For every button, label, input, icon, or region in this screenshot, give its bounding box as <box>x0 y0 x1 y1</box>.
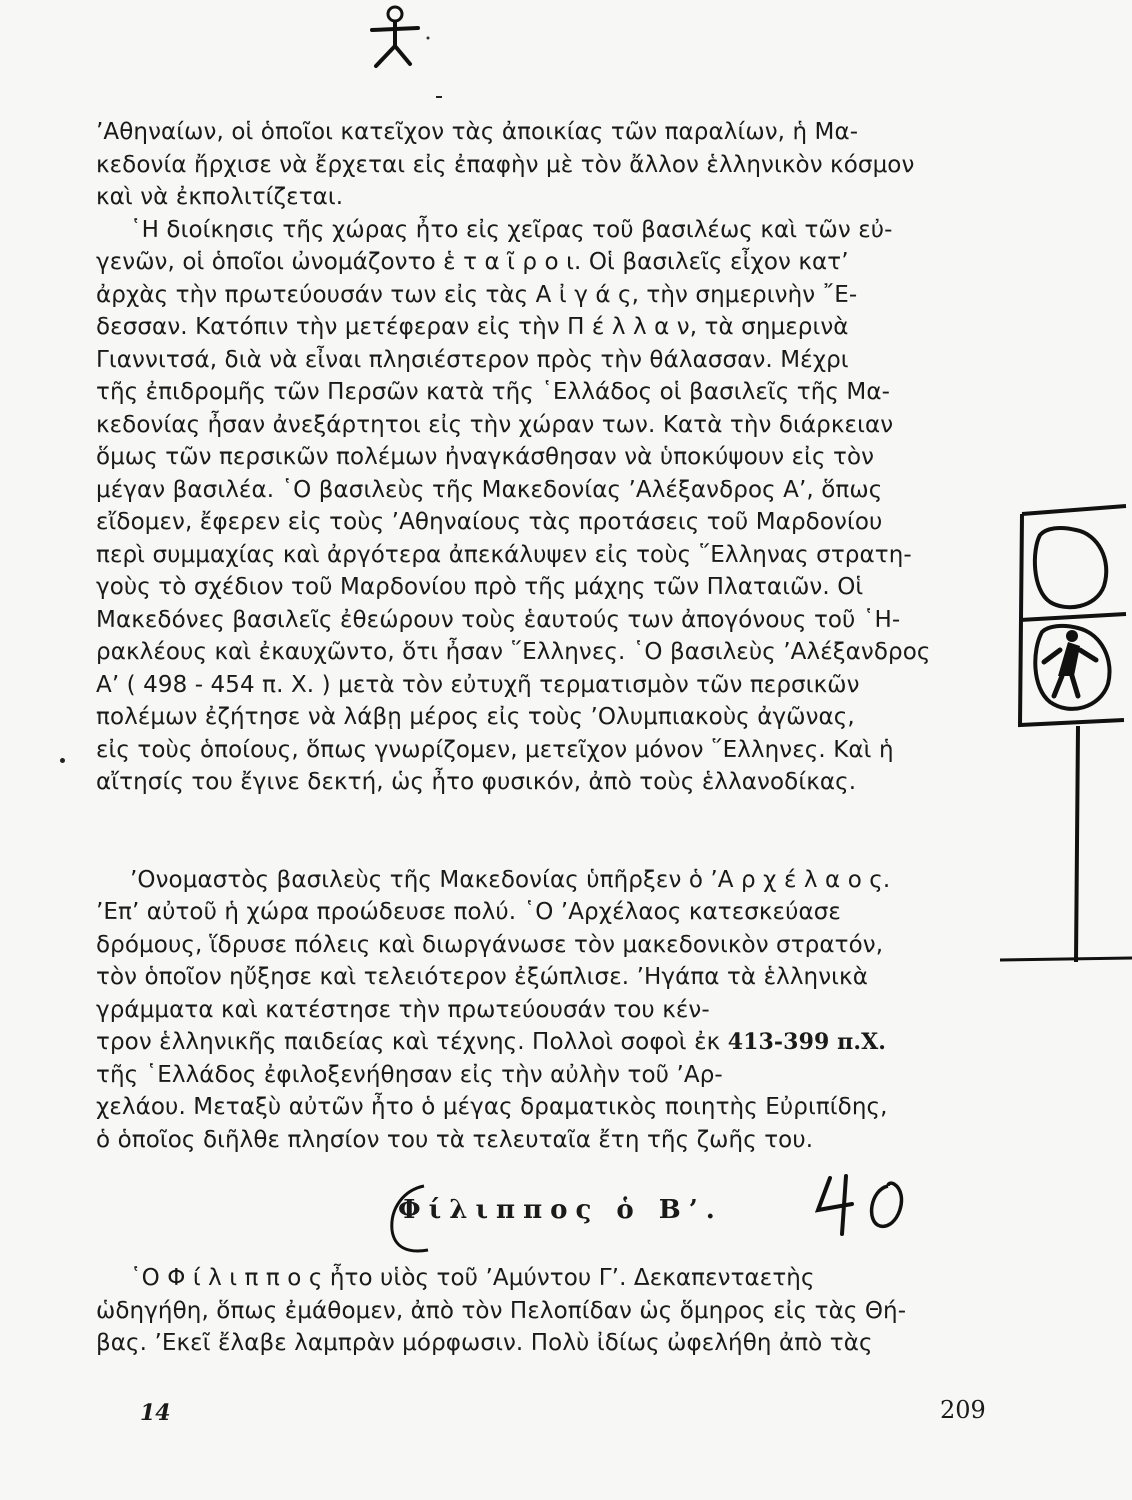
text-line: τῆς ῾Ελλάδος ἐφιλοξενήθησαν εἰς τὴν αὐλὴν τοῦ ’Αρ- <box>96 1061 723 1088</box>
paragraph-2 <box>96 214 996 864</box>
text-line: δεσσαν. Κατόπιν τὴν μετέφεραν εἰς τὴν Π έ λ λ α ν, τὰ σημερινὰ <box>96 314 849 340</box>
text-line-with-dates <box>96 1026 996 1059</box>
paragraph-3 <box>96 864 996 1157</box>
section-heading: Φίλιππος ὁ Β’. <box>398 1195 723 1225</box>
text-line: βας. ’Εκεῖ ἔλαβε λαμπρὰν μόρφωσιν. Πολὺ ἰδίως ὠφελήθη ἀπὸ τὰς <box>96 1330 873 1356</box>
text-line: ὁ ὁποῖος διῆλθε πλησίον του τὰ τελευταῖα ἔτη τῆς ζωῆς του. <box>96 1126 814 1153</box>
text-line: γράμματα καὶ κατέστησε τὴν πρωτεύουσάν του κέν- <box>96 996 710 1023</box>
text-fragment: τρον ἑλληνικῆς παιδείας καὶ τέχνης. Πολλοὶ σοφοὶ ἐκ <box>96 1029 721 1055</box>
text-line <box>96 831 996 864</box>
text-line: εἰς τοὺς ὁποίους, ὅπως γνωρίζομεν, μετεῖχον μόνον ῞Ελληνες. Καὶ ἡ <box>96 736 894 763</box>
text-line: ἀρχὰς τὴν πρωτεύουσάν των εἰς τὰς Α ἰ γ ά ς, τὴν σημερινὴν ῎Ε- <box>96 281 858 308</box>
main-text <box>96 116 996 1156</box>
text-line: ’Ονομαστὸς βασιλεὺς τῆς Μακεδονίας ὑπῆρξεν ὁ ’Α ρ χ έ λ α ο ς. <box>130 866 891 893</box>
text-line: εἴδομεν, ἔφερεν εἰς τοὺς ’Αθηναίους τὰς προτάσεις τοῦ Μαρδονίου <box>96 509 883 535</box>
text-line: ρακλέους καὶ ἐκαυχῶντο, ὅτι ἦσαν ῞Ελληνες. ῾Ο βασιλεὺς ’Αλέξανδρος <box>96 639 931 665</box>
text-line: γοὺς τὸ σχέδιον τοῦ Μαρδονίου πρὸ τῆς μάχης τῶν Πλαταιῶν. Οἱ <box>96 574 864 600</box>
text-line: Γιαννιτσά, διὰ νὰ εἶναι πλησιέστερον πρὸς τὴν θάλασσαν. Μέχρι <box>96 346 849 373</box>
text-line: πολέμων ἐζήτησε νὰ λάβῃ μέρος εἰς τοὺς ’Ολυμπιακοὺς ἀγῶνας, <box>96 704 855 730</box>
text-line: γενῶν, οἱ ὁποῖοι ὠνομάζοντο ἑ τ α ῖ ρ ο ι. Οἱ βασιλεῖς εἶχον κατ’ <box>96 249 849 275</box>
text-line: δρόμους, ἵδρυσε πόλεις καὶ διωργάνωσε τὸν μακεδονικὸν στρατόν, <box>96 931 884 958</box>
text-line: περὶ συμμαχίας καὶ ἀργότερα ἀπεκάλυψεν εἰς τοὺς ῞Ελληνας στρατη- <box>96 541 912 568</box>
section-text <box>96 1262 996 1360</box>
text-line: κεδονίας ἦσαν ἀνεξάρτητοι εἰς τὴν χώραν των. Κατὰ τὴν διάρκειαν <box>96 411 894 438</box>
text-line: κεδονία ἤρχισε νὰ ἔρχεται εἰς ἐπαφὴν μὲ τὸν ἄλλον ἑλληνικὸν κόσμον <box>96 151 915 178</box>
paragraph-1 <box>96 116 996 214</box>
text-line: Α’ ( 498 - 454 π. Χ. ) μετὰ τὸν εὐτυχῆ τερματισμὸν τῶν περσικῶν <box>96 671 860 698</box>
page-number: 209 <box>940 1396 986 1424</box>
text-line: καὶ νὰ ἐκπολιτίζεται. <box>96 184 344 210</box>
text-line: ῾Η διοίκησις τῆς χώρας ἦτο εἰς χεῖρας τοῦ βασιλέως καὶ τῶν εὐ- <box>130 216 893 243</box>
text-line: ὅμως τῶν περσικῶν πολέμων ἠναγκάσθησαν νὰ ὑποκύψουν εἰς τὸν <box>96 444 875 470</box>
stray-mark <box>436 96 442 98</box>
text-line: τὸν ὁποῖον ηὔξησε καὶ τελειότερον ἐξώπλισε. ’Ηγάπα τὰ ἑλληνικὰ <box>96 964 868 990</box>
text-line: Μακεδόνες βασιλεῖς ἐθεώρουν τοὺς ἑαυτούς των ἀπογόνους τοῦ ῾Η- <box>96 606 901 633</box>
text-line: ’Αθηναίων, οἱ ὁποῖοι κατεῖχον τὰς ἀποικίας τῶν παραλίων, ἡ Μα- <box>96 119 859 145</box>
traffic-light-doodle-icon <box>996 490 1132 970</box>
text-line: ὡδηγήθη, ὅπως ἐμάθομεν, ἀπὸ τὸν Πελοπίδαν ὡς ὅμηρος εἰς τὰς Θή- <box>96 1297 907 1324</box>
inline-date-range: 413-399 π.Χ. <box>727 1029 887 1055</box>
text-line: τῆς ἐπιδρομῆς τῶν Περσῶν κατὰ τῆς ῾Ελλάδος οἱ βασιλεῖς τῆς Μα- <box>96 379 891 405</box>
text-line: αἴτησίς του ἔγινε δεκτή, ὡς ἦτο φυσικόν, ἀπὸ τοὺς ἑλλανοδίκας. <box>96 769 857 795</box>
text-line: χελάου. Μεταξὺ αὐτῶν ἦτο ὁ μέγας δραματικὸς ποιητὴς Εὐριπίδης, <box>96 1094 888 1120</box>
text-line: μέγαν βασιλέα. ῾Ο βασιλεὺς τῆς Μακεδονίας ’Αλέξανδρος Α’, ὅπως <box>96 476 883 503</box>
text-line <box>96 799 996 832</box>
text-line: ’Επ’ αὐτοῦ ἡ χώρα προώδευσε πολύ. ῾Ο ’Αρχέλαος κατεσκεύασε <box>96 899 841 925</box>
handwritten-page-mark <box>808 1170 918 1240</box>
stray-mark <box>60 758 65 763</box>
text-line: ῾Ο Φ ί λ ι π π ο ς ἦτο υἱὸς τοῦ ’Αμύντου Γ’. Δεκαπενταετὴς <box>130 1265 815 1291</box>
stick-figure-doodle-icon <box>362 2 432 72</box>
signature-number: 14 <box>140 1400 171 1426</box>
